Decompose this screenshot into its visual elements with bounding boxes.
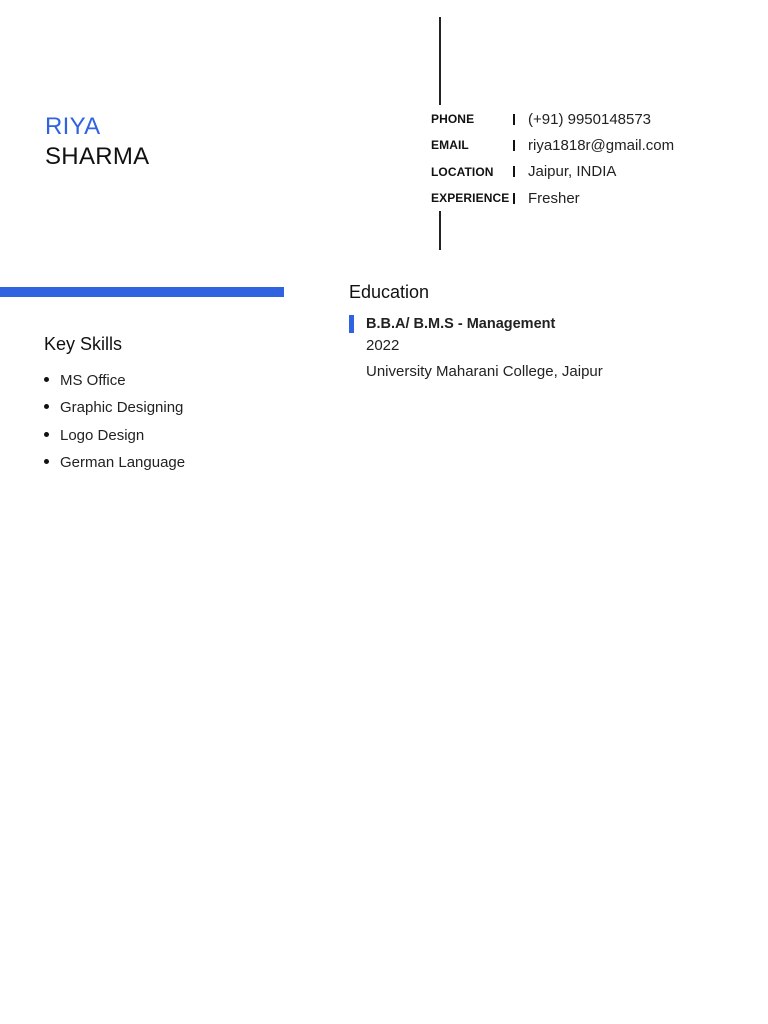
bullet-icon — [44, 432, 49, 437]
location-value: Jaipur, INDIA — [528, 163, 617, 181]
contact-row-location — [431, 159, 674, 185]
contact-label: EMAIL — [431, 138, 469, 153]
header-divider-top — [439, 17, 441, 105]
education-year: 2022 — [366, 337, 400, 354]
contact-row-phone — [431, 106, 674, 132]
contact-separator — [513, 166, 515, 177]
first-name: RIYA — [45, 113, 101, 140]
contact-label: LOCATION — [431, 164, 494, 179]
bullet-icon — [44, 459, 49, 464]
list-item — [44, 367, 185, 394]
contact-details — [431, 106, 674, 211]
contact-label: EXPERIENCE — [431, 191, 510, 206]
skill-label: German Language — [60, 454, 186, 472]
skills-heading: Key Skills — [44, 334, 123, 354]
contact-label: PHONE — [431, 112, 475, 127]
candidate-name — [45, 112, 149, 172]
contact-separator — [513, 193, 515, 204]
education-degree: B.B.A/ B.M.S - Management — [366, 316, 556, 332]
contact-separator — [513, 140, 515, 151]
education-heading: Education — [349, 282, 430, 302]
education-accent-marker — [349, 315, 354, 333]
skills-list — [44, 367, 185, 476]
header-divider-bottom — [439, 211, 441, 250]
skill-label: Logo Design — [60, 426, 145, 444]
contact-row-experience — [431, 185, 674, 211]
bullet-icon — [44, 377, 49, 382]
experience-value: Fresher — [528, 189, 580, 207]
skill-label: Graphic Designing — [60, 399, 184, 417]
phone-value: (+91) 9950148573 — [528, 110, 652, 128]
bullet-icon — [44, 404, 49, 409]
education-institution: University Maharani College, Jaipur — [366, 363, 603, 380]
last-name: SHARMA — [45, 143, 150, 170]
contact-separator — [513, 114, 515, 125]
skill-label: MS Office — [60, 372, 126, 390]
list-item — [44, 449, 185, 476]
list-item — [44, 394, 185, 421]
list-item — [44, 422, 185, 449]
accent-bar — [0, 287, 284, 297]
email-value: riya1818r@gmail.com — [528, 136, 675, 154]
contact-row-email — [431, 132, 674, 158]
